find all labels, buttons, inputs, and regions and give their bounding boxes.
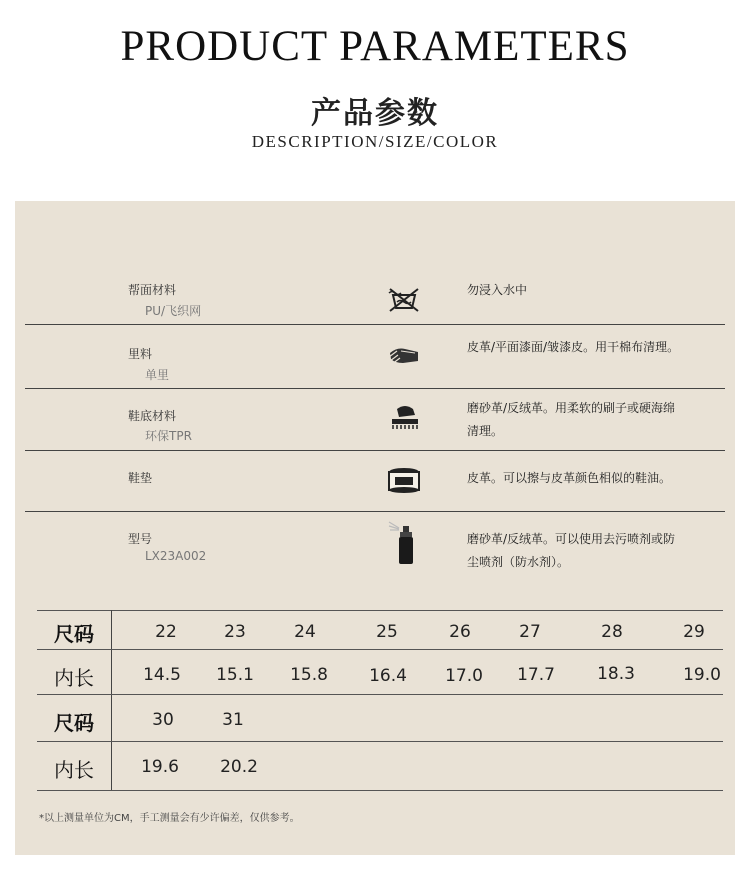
size-cell: 25 bbox=[376, 622, 398, 642]
size-cell: 30 bbox=[152, 710, 174, 730]
length-cell: 20.2 bbox=[220, 757, 258, 777]
length-cell: 15.8 bbox=[290, 665, 328, 685]
size-cell: 31 bbox=[222, 710, 244, 730]
param-value: LX23A002 bbox=[145, 549, 207, 563]
brush-icon bbox=[387, 399, 421, 433]
size-cell: 29 bbox=[683, 622, 705, 642]
wipe-cloth-icon bbox=[387, 339, 421, 373]
table-row-sizes-2 bbox=[37, 695, 723, 742]
no-water-icon bbox=[387, 281, 421, 315]
length-cell: 16.4 bbox=[369, 666, 407, 686]
param-label: 里料 bbox=[128, 347, 153, 361]
size-header: 尺码 bbox=[54, 711, 94, 735]
param-care-text: 皮革/平面漆面/皱漆皮。用干棉布清理。 bbox=[467, 340, 680, 354]
page-title: PRODUCT PARAMETERS bbox=[120, 23, 630, 70]
size-header: 尺码 bbox=[54, 622, 94, 646]
param-care-text: 磨砂革/反绒革。用柔软的刷子或硬海绵清理。 bbox=[467, 401, 676, 438]
size-cell: 27 bbox=[519, 622, 541, 642]
param-value: 单里 bbox=[145, 368, 170, 382]
param-label: 帮面材料 bbox=[128, 283, 177, 297]
table-row-lengths-2 bbox=[37, 742, 723, 791]
length-cell: 17.0 bbox=[445, 666, 483, 686]
length-cell: 19.6 bbox=[141, 757, 179, 777]
size-cell: 26 bbox=[449, 622, 471, 642]
table-row-lengths-1 bbox=[37, 650, 723, 695]
param-row-insole bbox=[25, 451, 725, 512]
param-row-upper-material bbox=[25, 271, 725, 325]
size-cell: 22 bbox=[155, 622, 177, 642]
length-cell: 18.3 bbox=[597, 664, 635, 684]
length-cell: 19.0 bbox=[683, 665, 721, 685]
length-header: 内长 bbox=[54, 666, 94, 690]
length-cell: 15.1 bbox=[216, 665, 254, 685]
measurement-note: *以上测量单位为CM，手工测量会有少许偏差，仅供参考。 bbox=[39, 813, 300, 824]
param-label: 型号 bbox=[128, 532, 153, 546]
param-row-lining bbox=[25, 325, 725, 389]
param-label: 鞋底材料 bbox=[128, 409, 177, 423]
size-cell: 24 bbox=[294, 622, 316, 642]
length-header: 内长 bbox=[54, 758, 94, 782]
param-care-text: 勿浸入水中 bbox=[467, 283, 528, 297]
param-value: PU/飞织网 bbox=[145, 304, 202, 318]
page-subtitle-en: DESCRIPTION/SIZE/COLOR bbox=[251, 132, 499, 151]
table-row-sizes-1 bbox=[37, 610, 723, 650]
length-cell: 17.7 bbox=[517, 665, 555, 685]
param-care-text: 磨砂革/反绒革。可以使用去污喷剂或防尘喷剂（防水剂）。 bbox=[467, 532, 676, 569]
size-cell: 28 bbox=[601, 622, 623, 642]
param-care-text: 皮革。可以擦与皮革颜色相似的鞋油。 bbox=[467, 471, 672, 485]
size-cell: 23 bbox=[224, 622, 246, 642]
param-value: 环保TPR bbox=[145, 429, 192, 443]
length-cell: 14.5 bbox=[143, 665, 181, 685]
param-label: 鞋垫 bbox=[128, 471, 153, 485]
param-row-sole-material bbox=[25, 389, 725, 451]
param-row-model bbox=[25, 512, 725, 602]
spray-can-icon bbox=[387, 520, 421, 566]
page-subtitle-cn: 产品参数 bbox=[311, 96, 439, 131]
shoe-polish-icon bbox=[387, 463, 421, 497]
